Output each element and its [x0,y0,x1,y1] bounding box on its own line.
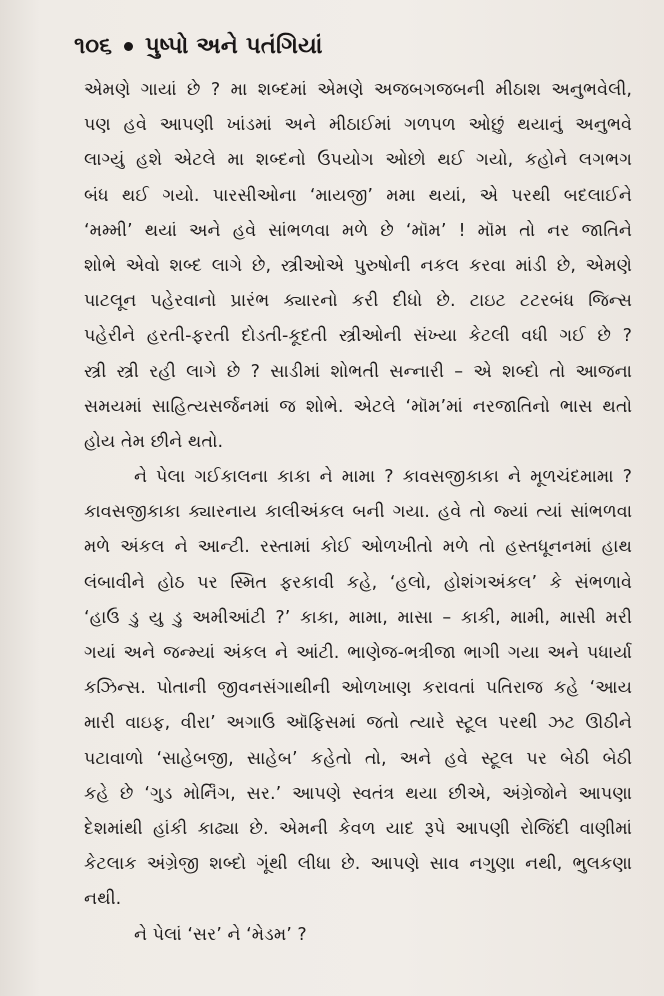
text-line: પણ હવે આપણી ખાંડમાં અને મીઠાઈમાં ગળપળ ઓછું થયાનું અનુભવે [84,115,632,136]
text-line: પાટલૂન પહેરવાનો પ્રારંભ ક્યારનો કરી દીધો છે. ટાઇટ ટટરબંધ જિન્સ [84,291,632,312]
body-text [84,73,632,953]
text-line: લંબાવીને હોઠ પર સ્મિત ફરકાવી કહે, ‘હલો, હોશંગઅંકલ’ કે સંભળાવે [84,572,632,593]
text-line: ગયાં અને જન્મ્યાં અંકલ ને આંટી. ભાણેજ-ભત્રીજા ભાગી ગયા અને પધાર્યા [84,643,632,663]
text-line: મારી વાઇફ, વીરા’ અગાઉ ઑફિસમાં જતો ત્યારે સ્ટૂલ પરથી ઝટ ઊઠીને [84,713,632,734]
text-line: કેટલાક અંગ્રેજી શબ્દો ગૂંથી લીધા છે. આપણે સાવ નગુણા નથી, ભુલકણા [84,854,632,875]
text-line: ‘હાઉ ડુ યુ ડુ અમીઆંટી ?’ કાકા, મામા, માસા – કાકી, મામી, માસી મરી [84,607,632,628]
text-line: શોભે એવો શબ્દ લાગે છે, સ્ત્રીઓએ પુરુષોની નકલ કરવા માંડી છે, એમણે [84,255,632,276]
bullet-separator [124,42,133,51]
text-line: બંધ થઈ ગયો. પારસીઓના ‘માયજી’ મમા થયાં, એ પરથી બદલાઈને [84,185,632,206]
running-header [74,26,322,66]
text-line: મળે અંકલ ને આન્ટી. રસ્તામાં કોઈ ઓળખીતો મળે તો હસ્તધૂનનમાં હાથ [84,537,632,558]
text-line: ને પેલાં ‘સર’ ને ‘મેડમ’ ? [134,924,307,945]
text-line: કાવસજીકાકા ક્યારનાય કાલીઅંકલ બની ગયા. હવે તો જ્યાં ત્યાં સાંભળવા [84,502,632,523]
text-line: પહેરીને હરતી-ફરતી દોડતી-કૂદતી સ્ત્રીઓની સંખ્યા કેટલી વધી ગઈ છે ? [84,326,632,347]
text-line: સમયમાં સાહિત્યસર્જનમાં જ શોભે. એટલે ‘મૉમ’માં નરજાતિનો ભાસ થતો [84,396,632,417]
text-line: હોય તેમ છીને થતો. [84,431,224,452]
text-line: કઝિન્સ. પોતાની જીવનસંગાથીની ઓળખાણ કરાવતાં પતિરાજ કહે ‘આય [84,678,632,699]
text-line: લાગ્યું હશે એટલે મા શબ્દનો ઉપયોગ ઓછો થઈ ગયો, કહોને લગભગ [84,150,632,171]
book-title: પુષ્પો અને પતંગિયાં [145,33,323,59]
text-line: પટાવાળો ‘સાહેબજી, સાહેબ’ કહેતો તો, અને હવે સ્ટૂલ પર બેઠી બેઠી [84,748,632,769]
text-line: કહે છે ‘ગુડ મોર્નિંગ, સર.’ આપણે સ્વતંત્ર થયા છીએ, અંગ્રેજોને આપણા [84,783,632,804]
text-line: ને પેલા ગઈકાલના કાકા ને મામા ? કાવસજીકાકા ને મૂળચંદમામા ? [134,467,632,488]
page-number: ૧૦૬ [74,33,112,59]
text-line: ‘મમ્મી’ થયાં અને હવે સાંભળવા મળે છે ‘મૉમ’ ! મૉમ તો નર જાતિને [84,220,632,241]
text-line: સ્ત્રી સ્ત્રી રહી લાગે છે ? સાડીમાં શોભતી સન્નારી – એ શબ્દો તો આજના [84,361,632,382]
text-line: એમણે ગાયાં છે ? મા શબ્દમાં એમણે અજબગજબની મીઠાશ અનુભવેલી, [84,80,632,100]
text-line: નથી. [84,889,122,910]
text-line: દેશમાંથી હાંકી કાઢ્યા છે. એમની કેવળ યાદ રૂપે આપણી રોજિંદી વાણીમાં [84,818,632,839]
